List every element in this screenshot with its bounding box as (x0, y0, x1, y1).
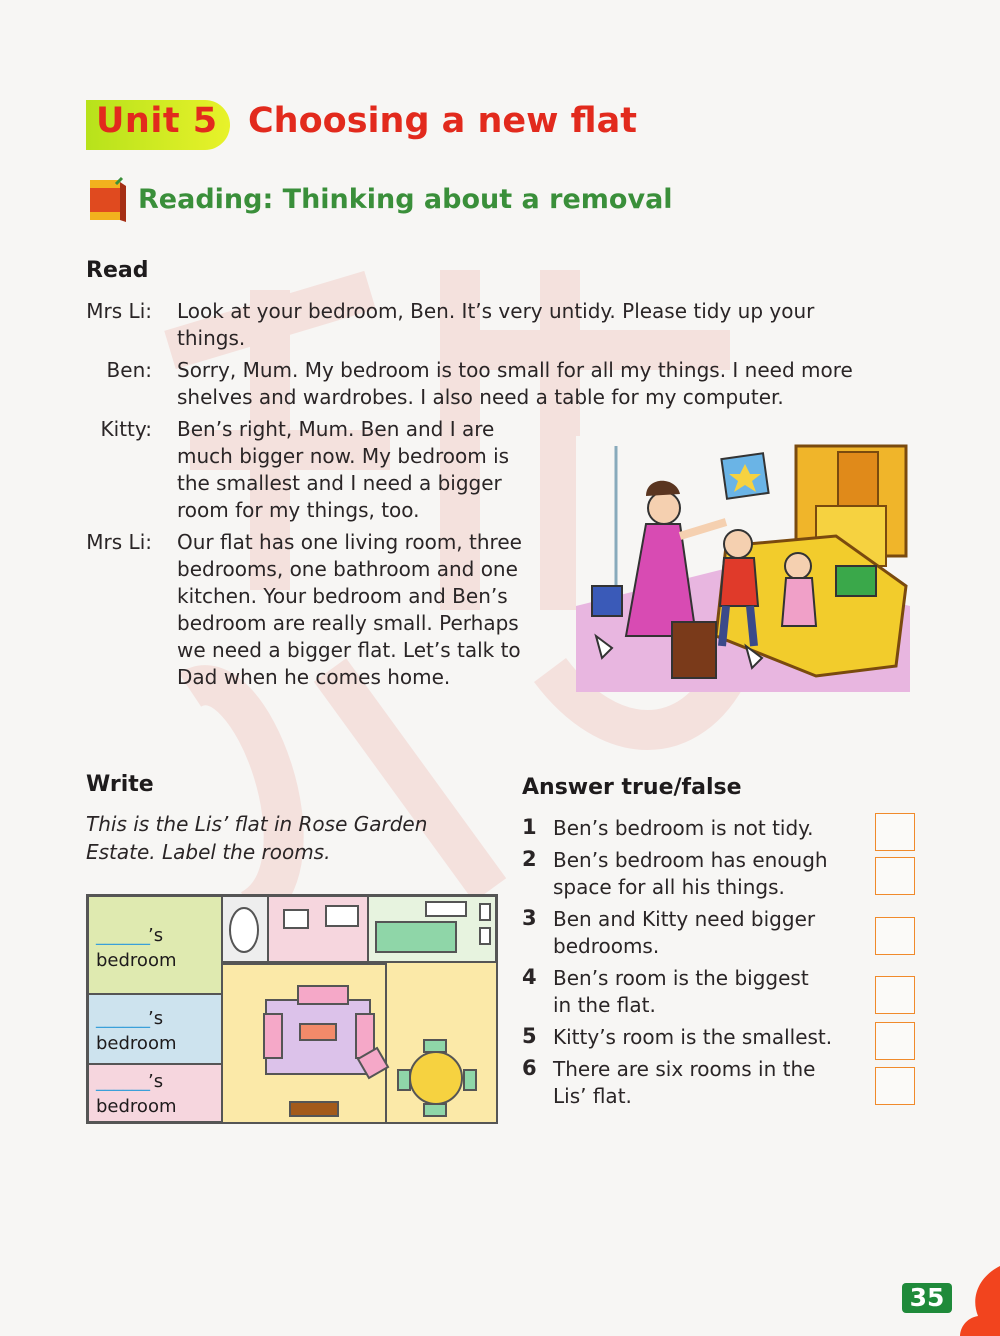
unit-title: Choosing a new flat (248, 101, 637, 141)
dialogue-line: bedrooms, one bathroom and one (177, 557, 518, 581)
question-text: Lis’ flat. (553, 1084, 632, 1108)
unit-label: Unit 5 (96, 101, 218, 141)
speaker-label: Mrs Li: (86, 530, 152, 554)
room-name-blank[interactable]: ______ (96, 1008, 150, 1029)
dialogue-line: Our flat has one living room, three (177, 530, 522, 554)
dialogue-line: kitchen. Your bedroom and Ben’s (177, 584, 508, 608)
write-instructions (86, 810, 466, 866)
room-label: bedroom (96, 950, 177, 971)
question-text: bedrooms. (553, 934, 660, 958)
room-name-blank[interactable]: ______ (96, 1071, 150, 1092)
dialogue-line: things. (177, 326, 246, 350)
answer-box[interactable] (875, 813, 915, 851)
answer-box[interactable] (875, 1022, 915, 1060)
dialogue-line: Look at your bedroom, Ben. It’s very untidy. Please tidy up your (177, 299, 815, 323)
dialogue-line: room for my things, too. (177, 498, 420, 522)
section-title: Reading: Thinking about a removal (138, 184, 673, 215)
question-number: 5 (522, 1024, 537, 1048)
question-number: 4 (522, 965, 537, 989)
room-label: bedroom (96, 1033, 177, 1054)
question-text: Ben’s room is the biggest (553, 966, 809, 990)
possessive-mark: ’s (148, 1071, 164, 1092)
possessive-mark: ’s (148, 925, 164, 946)
room-label: bedroom (96, 1096, 177, 1117)
question-number: 2 (522, 847, 537, 871)
dialogue-line: the smallest and I need a bigger (177, 471, 502, 495)
read-heading: Read (86, 258, 149, 283)
question-number: 6 (522, 1056, 537, 1080)
dialogue-line: shelves and wardrobes. I also need a table for my computer. (177, 385, 784, 409)
room-name-blank[interactable]: ______ (96, 925, 150, 946)
question-number: 3 (522, 906, 537, 930)
dialogue-line: Sorry, Mum. My bedroom is too small for all my things. I need more (177, 358, 853, 382)
question-text: There are six rooms in the (553, 1057, 816, 1081)
answer-heading: Answer true/false (522, 775, 742, 800)
speaker-label: Mrs Li: (86, 299, 152, 323)
answer-box[interactable] (875, 857, 915, 895)
question-text: Ben’s bedroom has enough (553, 848, 828, 872)
dialogue-line: Dad when he comes home. (177, 665, 451, 689)
instruction-line: This is the Lis’ flat in Rose Garden (86, 812, 428, 836)
answer-box[interactable] (875, 1067, 915, 1105)
book-icon (86, 176, 130, 224)
speaker-label: Ben: (106, 358, 152, 382)
dialogue-line: we need a bigger flat. Let’s talk to (177, 638, 521, 662)
instruction-line: Estate. Label the rooms. (86, 840, 331, 864)
possessive-mark: ’s (148, 1008, 164, 1029)
page-number: 35 (902, 1283, 952, 1313)
question-text: Kitty’s room is the smallest. (553, 1025, 833, 1049)
dialogue-line: Ben’s right, Mum. Ben and I are (177, 417, 495, 441)
question-text: Ben and Kitty need bigger (553, 907, 816, 931)
write-heading: Write (86, 772, 154, 797)
question-text: Ben’s bedroom is not tidy. (553, 816, 814, 840)
answer-box[interactable] (875, 976, 915, 1014)
dialogue-line: much bigger now. My bedroom is (177, 444, 510, 468)
question-text: in the flat. (553, 993, 656, 1017)
bedroom-illustration (576, 436, 910, 692)
dialogue-line: bedroom are really small. Perhaps (177, 611, 519, 635)
question-number: 1 (522, 815, 537, 839)
page-corner-decoration (960, 1266, 1000, 1336)
question-text: space for all his things. (553, 875, 785, 899)
speaker-label: Kitty: (100, 417, 152, 441)
answer-box[interactable] (875, 917, 915, 955)
